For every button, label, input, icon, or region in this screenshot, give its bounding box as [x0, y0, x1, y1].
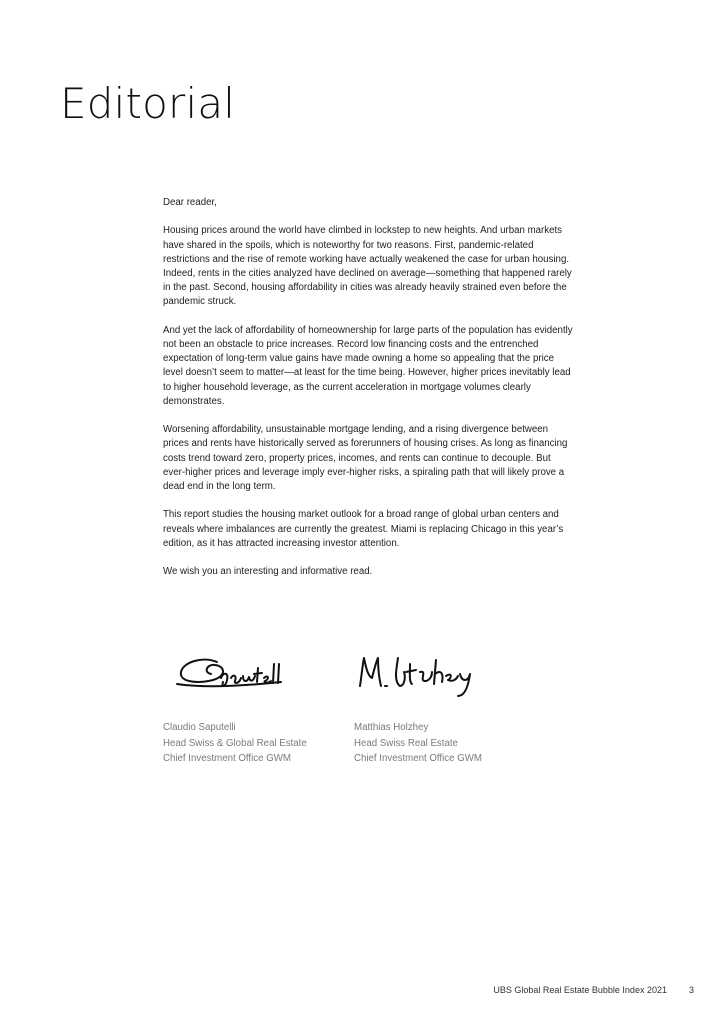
paragraph: And yet the lack of affordability of homeownership for large parts of the population has evidently not been an obstacle to price increases. Record low financing costs and the entrenched expectation of long-term value gains have made owning a home so appealing that the price level doesn’t seem to matter—at least for the time being. However, higher prices inevitably lead to higher household leverage, as the current acceleration in mortgage volumes clearly demonstrates.	[163, 324, 573, 407]
signatory-details	[354, 720, 494, 767]
letter-body	[163, 196, 573, 594]
signatures	[163, 648, 583, 768]
publication-title: UBS Global Real Estate Bubble Index 2021	[493, 985, 667, 995]
signatory-office: Chief Investment Office GWM	[354, 753, 482, 765]
signature-block-holzhey	[354, 648, 494, 767]
paragraph: Worsening affordability, unsustainable mortgage lending, and a rising divergence between prices and rents have historically served as forerunners of housing crises. As long as financing costs trend toward zero, property prices, incomes, and rents can continue to decouple. But ever-higher prices and leverage imply ever-higher risks, a spiraling path that will likely prove a dead end in the long term.	[163, 424, 568, 493]
signature-holzhey-image	[354, 648, 494, 708]
signatory-title: Head Swiss & Global Real Estate	[163, 737, 307, 749]
signature-block-saputelli	[163, 648, 307, 767]
signature-saputelli-image	[163, 648, 303, 708]
signatory-details	[163, 720, 307, 767]
paragraph: Housing prices around the world have climbed in lockstep to new heights. And urban markets have shared in the spoils, which is noteworthy for two reasons. First, pandemic-related restrictions and the rise of remote working have actually weakened the case for urban housing. Indeed, rents in the cities analyzed have declined on average—something that happened rarely in the past. Second, housing affordability in cities was already heavily strained even before the pandemic struck.	[163, 225, 572, 308]
page-footer	[493, 985, 694, 995]
signatory-name: Matthias Holzhey	[354, 722, 429, 733]
closing-line: We wish you an interesting and informative read.	[163, 566, 373, 578]
signatory-office: Chief Investment Office GWM	[163, 753, 291, 765]
signatory-title: Head Swiss Real Estate	[354, 737, 458, 749]
paragraph: This report studies the housing market outlook for a broad range of global urban centers and reveals where imbalances are currently the greatest. Miami is replacing Chicago in this year’s edition, as it has attracted increasing investor attention.	[163, 509, 564, 549]
signatory-name: Claudio Saputelli	[163, 722, 236, 733]
page-number: 3	[688, 985, 694, 995]
page-title: Editorial	[60, 79, 236, 128]
salutation: Dear reader,	[163, 197, 217, 208]
